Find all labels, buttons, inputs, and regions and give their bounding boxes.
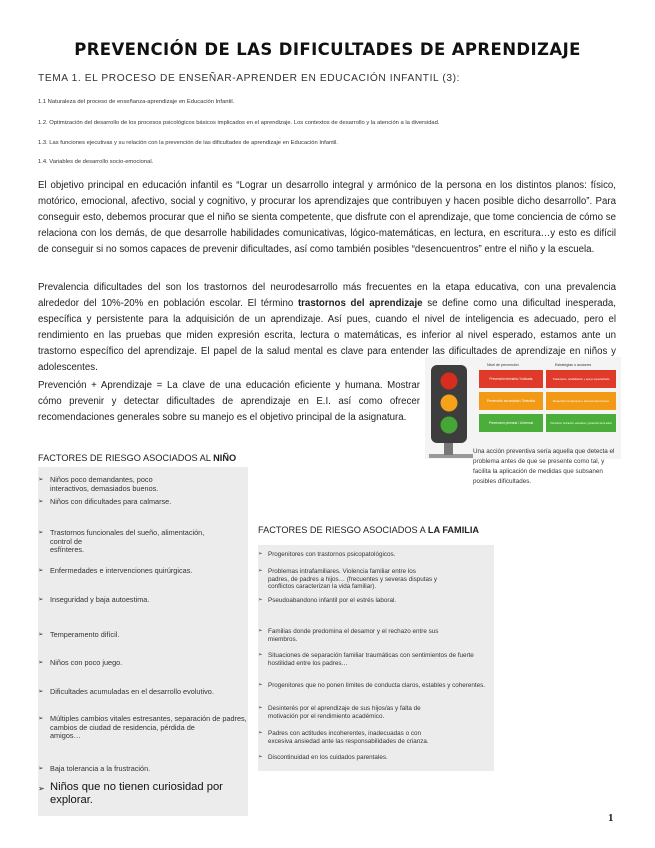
figure-caption: Una acción preventiva sería aquella que detecta el problema antes de que se presente como tal, y facilita la aplicación de medidas que subsanen posibles dificultades. [473,448,615,485]
list-item [38,659,122,668]
list-item-text: Temperamento difícil. [50,630,120,639]
list-item-text: padres, de padres a hijos… (frecuentes y severas disputas y [268,575,438,583]
list-item [38,498,171,507]
list-item-text: Progenitores que no ponen límites de conducta claros, estables y coherentes. [268,682,486,689]
page-title: PREVENCIÓN DE LAS DIFICULTADES DE APRENDIZAJE [74,40,581,59]
figure-action-label: Promoción, formación, educación y protección de la salud [550,422,612,425]
child-factors-list [38,467,248,816]
list-item-text: Discontinuidad en los cuidados parentales. [268,754,388,761]
red-light [441,373,458,390]
heading-text: FACTORES DE RIESGO ASOCIADOS A [258,525,428,535]
list-item [258,551,395,559]
list-item-text: Padres con actitudes incoherentes, inadecuadas o con [268,730,421,737]
list-item [38,781,223,807]
list-item-text: motivación por el rendimiento académico. [268,712,385,720]
list-item-text: Desinterés por el aprendizaje de sus hijos/as y falta de [268,705,421,712]
list-item [38,596,149,605]
toc-item: 1.2. Optimización del desarrollo de los procesos psicológicos básicos implicados en el aprendizaje. Los contextos de desarrollo y la atención a la diversidad. [38,120,440,126]
figure-level-label: Prevención terciaria / Indicada [489,377,533,381]
figure-action-label: Detección temprana e intervención breve [552,399,610,403]
list-item-text: Niños poco demandantes, poco [50,475,153,484]
list-item-text: explorar. [50,794,93,806]
toc-item: 1.4. Variables de desarrollo socio-emocional. [38,159,154,165]
list-item [258,568,437,591]
heading-bold-text: LA FAMILIA [427,525,480,535]
list-item-text: cambios de ciudad de residencia, pérdida de [50,722,195,732]
list-item-text: Pseudoabandono infantil por el estrés laboral. [268,597,397,604]
list-item [38,631,119,640]
green-light [441,417,458,434]
list-item-text: Niños que no tienen curiosidad por [50,781,223,793]
list-item-text: excesiva ansiedad ante las responsabilidades de crianza. [268,737,429,745]
term-highlight: trastornos del aprendizaje [297,298,423,309]
list-item-text: Familias donde predomina el desamor y el rechazo entre sus [268,628,439,635]
figure-header-left: Nivel de prevención [487,363,519,367]
list-item [258,597,396,605]
list-item-text: Múltiples cambios vitales estresantes, separación de padres, [50,714,247,723]
list-item [258,705,421,720]
traffic-light-figure [425,357,621,459]
prevention-paragraph: Prevención + Aprendizaje = La clave de una educación eficiente y humana. Mostrar cómo prevenir y detectar dificultades de aprendizaje en E.I. así como ofrecer recomendaciones generales sobre su manejo es el objetivo principal de la asignatura. [38,380,420,423]
list-item-text: Problemas intrafamiliares. Violencia familiar entre los [268,568,416,575]
list-item-text: Niños con poco juego. [50,658,123,667]
figure-level-label: Prevención secundaria / Selectiva [486,399,536,403]
figure-header-right: Estrategias o acciones [555,363,592,367]
list-item-text: amigos… [50,731,81,740]
list-item-text: Progenitores con trastornos psicopatológicos. [268,551,396,558]
list-item [38,688,214,697]
toc-item: 1.1 Naturaleza del proceso de enseñanza-aprendizaje en Educación Infantil. [38,99,235,105]
list-item [258,652,474,667]
list-item-text: hostilidad entre los padres… [268,659,348,667]
topic-heading: TEMA 1. EL PROCESO DE ENSEÑAR-APRENDER EN EDUCACIÓN INFANTIL (3): [38,73,461,84]
family-factors-heading [258,525,479,535]
list-item [258,628,438,643]
list-item [258,754,388,762]
heading-bold-text: NIÑO [213,453,237,463]
list-item [38,529,204,555]
intro-paragraph: El objetivo principal en educación infantil es “Lograr un desarrollo integral y armónico de la persona en los distintos planos: físico, motórico, emocional, afectivo, social y cognitivo, y procurar los aprendizajes que contribuyen y hacen posible dicho desarrollo”. Para conseguir esto, debemos procurar que el niño se sienta competente, que disfrute con el aprendizaje, que tome conciencia de cómo se relaciona con los demás, de que desarrolle habilidades comunicativas, lógico-matemáticas, en lectura, en escritura…y esto es difícil de conseguir si no somos capaces de prevenir dificultades, así como también posibles “desencuentros” entre el niño y la escuela. [38,180,616,255]
list-item-text: Trastornos funcionales del sueño, alimentación, [50,528,205,537]
list-item-text: Situaciones de separación familiar traumáticas con sentimientos de fuerte [268,652,474,659]
prevalence-text: Prevalencia dificultades del son los trastornos del neurodesarrollo más frecuentes en la etapa educativa, con una prevalencia alrededor del 10%-20% en población escolar. El término [38,282,616,309]
prevalence-text: se define como una dificultad inesperada, específica y persistente para la adquisición de un aprendizaje. Así pues, cuando el nivel de inteligencia es adecuado, pero el rendimiento en las pruebas que miden expresión escrita, lectura o matemáticas, es inferior al nivel esperado, estamos ante un trastorno específico del aprendizaje. El papel de la salud mental es clave para entender las dificultades de aprendizaje en niños y adolescentes. [38,298,617,373]
amber-light [441,395,458,412]
list-item [38,715,247,741]
child-factors-heading [38,453,236,463]
figure-level-label: Prevención primaria / Universal [488,421,534,425]
list-item-text: control de [50,536,83,546]
heading-text: FACTORES DE RIESGO ASOCIADOS AL [38,453,214,463]
list-item-text: Baja tolerancia a la frustración. [50,764,151,773]
list-item-text: interactivos, demasiados buenos. [50,483,159,493]
list-item [38,476,158,493]
page-number: 1 [608,812,614,824]
list-item-text: Inseguridad y baja autoestima. [50,595,150,604]
list-item [38,765,150,774]
figure-action-label: Tratamiento, rehabilitación y apoyo especializado [552,378,610,381]
list-item [258,682,485,690]
toc-item: 1.3. Las funciones ejecutivas y su relación con la prevención de las dificultades de aprendizaje en Educación Infantil. [38,140,339,146]
list-item [38,567,192,576]
list-item-text: Dificultades acumuladas en el desarrollo evolutivo. [50,687,214,696]
family-factors-list [258,545,494,771]
list-item-text: miembros. [268,635,298,643]
list-item-text: Enfermedades e intervenciones quirúrgicas. [50,566,193,575]
list-item-text: Niños con dificultades para calmarse. [50,497,172,506]
list-item [258,730,429,745]
list-item-text: conflictos caracterizan la vida familiar). [268,583,377,591]
list-item-text: esfínteres. [50,545,85,554]
